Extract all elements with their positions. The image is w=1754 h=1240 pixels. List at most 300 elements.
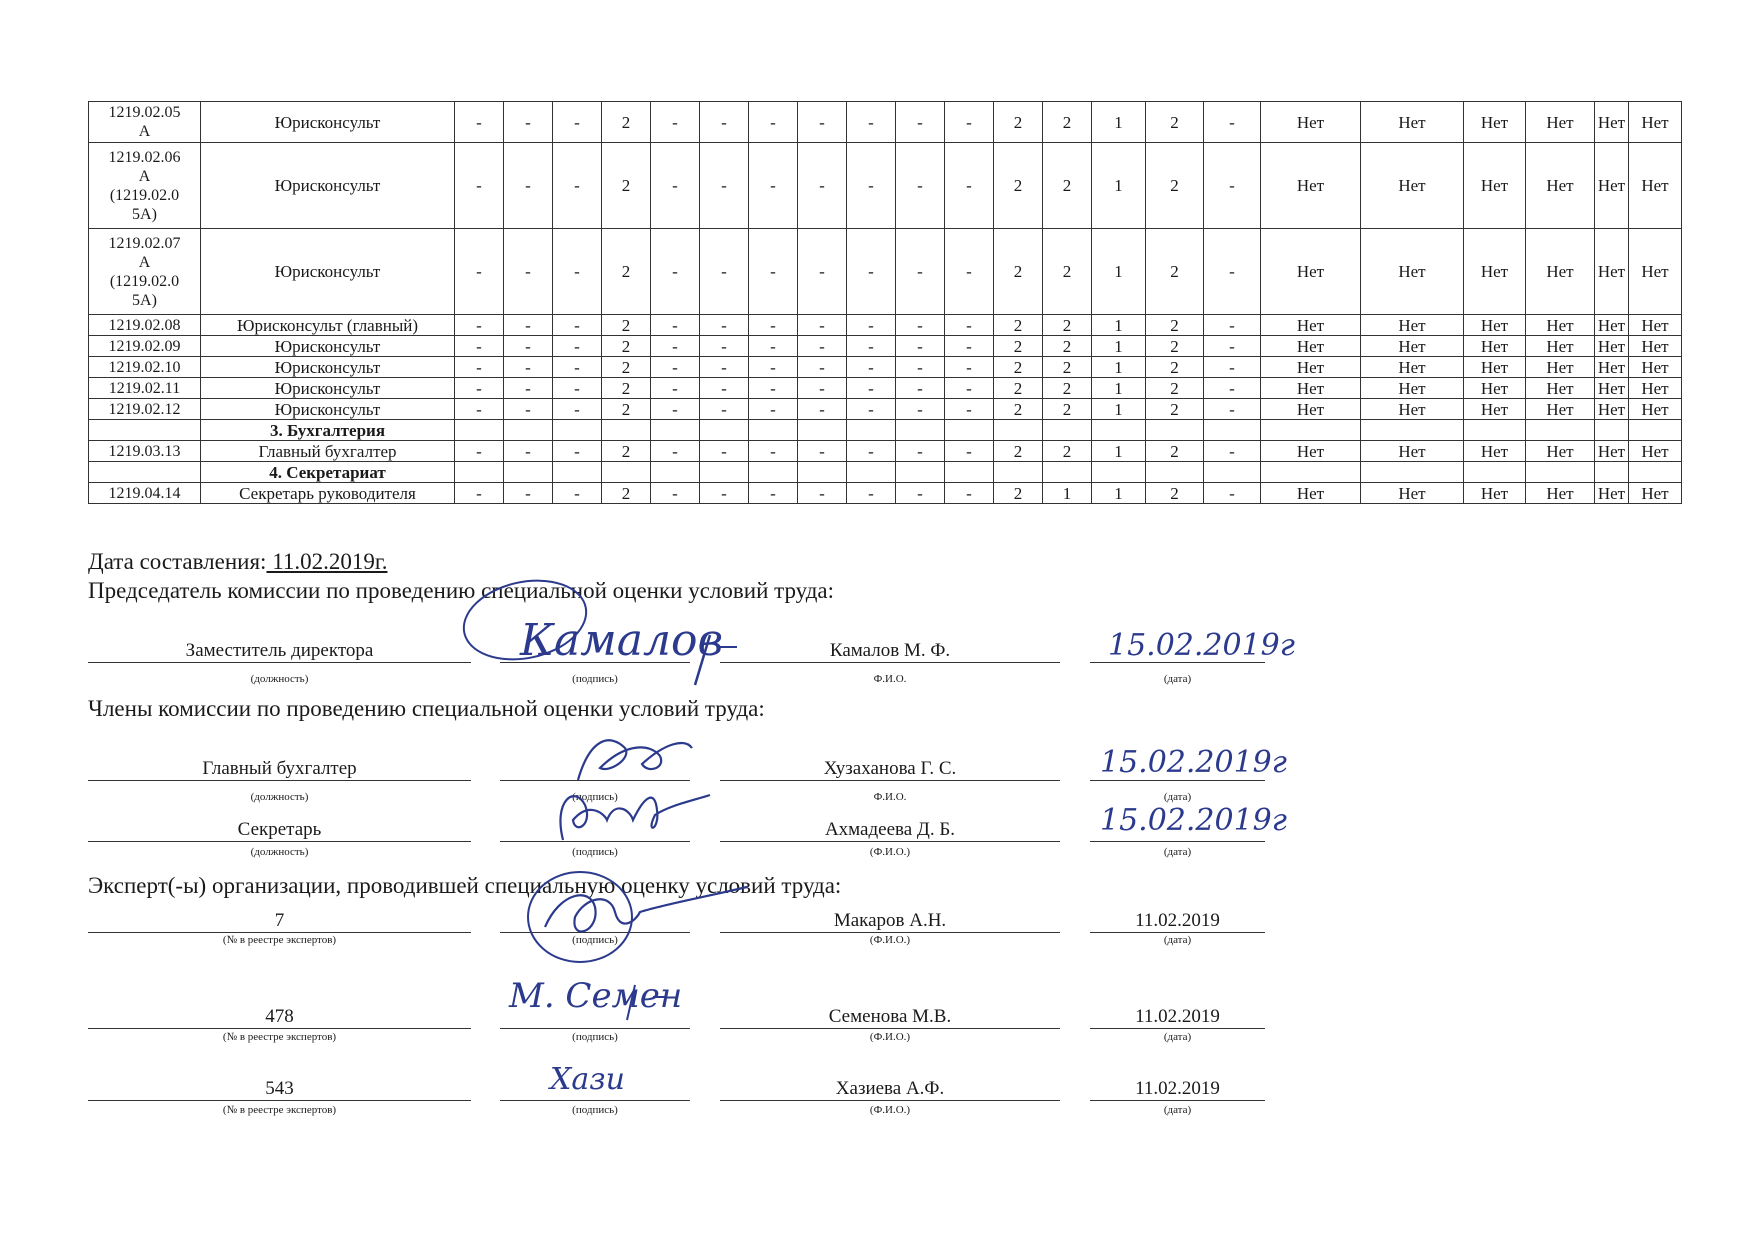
table-cell: - — [553, 143, 602, 229]
empty-cell — [1261, 462, 1361, 483]
table-cell: - — [700, 441, 749, 462]
table-cell: - — [504, 483, 553, 504]
working-conditions-table — [88, 101, 1682, 504]
section-row — [89, 420, 1682, 441]
table-cell: - — [896, 143, 945, 229]
table-cell: 2 — [1146, 483, 1204, 504]
table-cell: 2 — [602, 143, 651, 229]
table-cell: Нет — [1595, 378, 1629, 399]
table-cell: - — [553, 378, 602, 399]
caption-signature: (подпись) — [572, 791, 618, 803]
position-name: Секретарь руководителя — [201, 483, 455, 504]
table-cell: - — [504, 143, 553, 229]
table-cell: - — [700, 357, 749, 378]
table-cell: 2 — [994, 336, 1043, 357]
table-cell: - — [651, 441, 700, 462]
empty-cell — [994, 462, 1043, 483]
table-cell: - — [504, 441, 553, 462]
table-cell: - — [1204, 357, 1261, 378]
empty-cell — [945, 462, 994, 483]
empty-cell — [896, 420, 945, 441]
table-cell: 2 — [1146, 336, 1204, 357]
table-cell: Нет — [1261, 315, 1361, 336]
table-cell: - — [455, 441, 504, 462]
expert-2-signature-text: М. Семен — [509, 976, 683, 1016]
table-cell: 2 — [602, 441, 651, 462]
table-cell: - — [896, 483, 945, 504]
table-cell: - — [504, 102, 553, 143]
table-cell: - — [553, 483, 602, 504]
table-cell: - — [847, 229, 896, 315]
empty-cell — [1629, 420, 1682, 441]
table-cell: - — [455, 357, 504, 378]
table-cell: - — [553, 399, 602, 420]
table-cell: - — [504, 229, 553, 315]
table-cell: - — [798, 143, 847, 229]
experts-heading: Эксперт(-ы) организации, проводившей специальную оценку условий труда: — [88, 873, 842, 898]
table-cell: - — [504, 315, 553, 336]
caption-fio: (Ф.И.О.) — [869, 934, 911, 946]
empty-cell — [700, 420, 749, 441]
table-cell: Нет — [1261, 102, 1361, 143]
caption-reg: (№ в реестре экспертов) — [222, 1104, 337, 1116]
expert-3-name: Хазиева А.Ф. — [720, 1078, 1060, 1101]
table-cell: - — [896, 441, 945, 462]
table-cell: Нет — [1526, 357, 1595, 378]
table-cell: - — [553, 357, 602, 378]
table-cell: 2 — [994, 102, 1043, 143]
table-cell: 2 — [1146, 143, 1204, 229]
table-cell: - — [1204, 143, 1261, 229]
empty-cell — [1595, 462, 1629, 483]
table-cell: - — [700, 315, 749, 336]
table-cell: - — [847, 483, 896, 504]
caption-date: (дата) — [1163, 846, 1192, 858]
table-cell: Нет — [1629, 336, 1682, 357]
table-cell: 2 — [1043, 441, 1092, 462]
expert-1-reg-number: 7 — [88, 910, 471, 933]
position-name: Главный бухгалтер — [201, 441, 455, 462]
table-cell: 2 — [1043, 143, 1092, 229]
workplace-code: 1219.03.13 — [89, 441, 201, 462]
empty-cell — [1261, 420, 1361, 441]
chairman-heading: Председатель комиссии по проведению специальной оценки условий труда: — [88, 578, 835, 603]
table-cell: Нет — [1526, 441, 1595, 462]
table-cell: 2 — [602, 102, 651, 143]
position-name: Юрисконсульт — [201, 378, 455, 399]
expert-3-reg-number: 543 — [88, 1078, 471, 1101]
table-cell: 2 — [994, 143, 1043, 229]
members-heading: Члены комиссии по проведению специальной оценки условий труда: — [88, 696, 765, 721]
section-title: 4. Секретариат — [201, 462, 455, 483]
table-cell: - — [1204, 378, 1261, 399]
table-cell: Нет — [1595, 399, 1629, 420]
empty-cell — [847, 462, 896, 483]
empty-cell — [504, 420, 553, 441]
table-cell: - — [798, 399, 847, 420]
table-cell: - — [504, 378, 553, 399]
table-cell: Нет — [1629, 357, 1682, 378]
table-cell: - — [945, 102, 994, 143]
table-cell: 2 — [602, 315, 651, 336]
position-name: Юрисконсульт — [201, 102, 455, 143]
table-cell: Нет — [1464, 378, 1526, 399]
table-cell: Нет — [1595, 102, 1629, 143]
table-cell: - — [455, 399, 504, 420]
chairman-signature-text: Камалов — [520, 615, 724, 666]
empty-cell — [553, 462, 602, 483]
table-row — [89, 229, 1682, 315]
table-cell: - — [847, 357, 896, 378]
table-cell: - — [700, 483, 749, 504]
table-cell: - — [504, 336, 553, 357]
table-cell: - — [700, 336, 749, 357]
caption-date: (дата) — [1163, 1031, 1192, 1043]
caption-position: (должность) — [250, 673, 309, 685]
table-cell: - — [945, 399, 994, 420]
table-cell: - — [651, 143, 700, 229]
table-cell: - — [553, 336, 602, 357]
position-name: Юрисконсульт — [201, 336, 455, 357]
table-cell: - — [553, 315, 602, 336]
table-cell: Нет — [1629, 143, 1682, 229]
table-cell: 1 — [1092, 483, 1146, 504]
table-cell: - — [798, 378, 847, 399]
table-cell: 1 — [1092, 315, 1146, 336]
position-name: Юрисконсульт (главный) — [201, 315, 455, 336]
empty-cell — [1526, 462, 1595, 483]
empty-cell — [1146, 420, 1204, 441]
expert-3-signature — [548, 1055, 648, 1103]
table-cell: Нет — [1261, 483, 1361, 504]
table-cell: 2 — [602, 336, 651, 357]
table-cell: - — [700, 229, 749, 315]
caption-date: (дата) — [1163, 673, 1192, 685]
table-cell: Нет — [1261, 399, 1361, 420]
table-cell: Нет — [1629, 102, 1682, 143]
table-cell: - — [1204, 315, 1261, 336]
table-cell: 1 — [1092, 336, 1146, 357]
table-cell: Нет — [1526, 336, 1595, 357]
table-cell: - — [651, 378, 700, 399]
table-cell: - — [455, 315, 504, 336]
table-cell: Нет — [1361, 378, 1464, 399]
table-cell: - — [896, 399, 945, 420]
table-cell: - — [651, 229, 700, 315]
table-cell: Нет — [1629, 378, 1682, 399]
table-cell: - — [749, 229, 798, 315]
table-cell: 1 — [1092, 441, 1146, 462]
empty-cell — [1361, 462, 1464, 483]
table-cell: 2 — [1146, 102, 1204, 143]
workplace-code: 1219.02.11 — [89, 378, 201, 399]
empty-cell — [798, 462, 847, 483]
position-name: Юрисконсульт — [201, 399, 455, 420]
table-cell: Нет — [1629, 483, 1682, 504]
caption-fio: Ф.И.О. — [873, 673, 907, 685]
table-cell: 2 — [1146, 378, 1204, 399]
table-cell: - — [798, 229, 847, 315]
table-cell: - — [504, 399, 553, 420]
empty-cell — [1043, 462, 1092, 483]
table-cell: - — [455, 143, 504, 229]
table-cell: - — [700, 143, 749, 229]
table-cell: 2 — [1146, 229, 1204, 315]
empty-cell — [651, 420, 700, 441]
table-cell: Нет — [1526, 143, 1595, 229]
workplace-code: 1219.02.10 — [89, 357, 201, 378]
table-cell: - — [798, 441, 847, 462]
table-cell: Нет — [1261, 336, 1361, 357]
caption-date: (дата) — [1163, 1104, 1192, 1116]
caption-date: (дата) — [1163, 934, 1192, 946]
expert-2-name: Семенова М.В. — [720, 1006, 1060, 1029]
caption-signature: (подпись) — [572, 673, 618, 685]
workplace-code: 1219.02.09 — [89, 336, 201, 357]
table-cell: - — [455, 336, 504, 357]
table-cell: Нет — [1595, 143, 1629, 229]
table-cell: 2 — [994, 357, 1043, 378]
expert-1-date: 11.02.2019 — [1090, 910, 1265, 933]
table-row — [89, 378, 1682, 399]
chairman-position: Заместитель директора — [88, 640, 471, 663]
table-cell: - — [945, 315, 994, 336]
position-name: Юрисконсульт — [201, 229, 455, 315]
table-cell: - — [798, 483, 847, 504]
table-cell: - — [847, 378, 896, 399]
table-cell: 2 — [1043, 399, 1092, 420]
table-cell: Нет — [1361, 143, 1464, 229]
table-cell: Нет — [1526, 378, 1595, 399]
table-cell: 2 — [994, 378, 1043, 399]
table-cell: - — [1204, 399, 1261, 420]
table-cell: - — [455, 378, 504, 399]
table-cell: Нет — [1361, 441, 1464, 462]
table-cell: - — [847, 441, 896, 462]
table-cell: 2 — [1043, 102, 1092, 143]
table-cell: 2 — [1043, 315, 1092, 336]
table-cell: - — [651, 102, 700, 143]
empty-cell — [1092, 462, 1146, 483]
table-cell: - — [651, 336, 700, 357]
table-cell: - — [749, 378, 798, 399]
table-cell: 2 — [1043, 229, 1092, 315]
member-1-name: Хузаханова Г. С. — [720, 758, 1060, 781]
expert-3-date: 11.02.2019 — [1090, 1078, 1265, 1101]
table-cell: - — [847, 143, 896, 229]
table-cell: - — [945, 229, 994, 315]
table-cell: - — [945, 483, 994, 504]
caption-date: (дата) — [1163, 791, 1192, 803]
empty-cell — [1464, 420, 1526, 441]
caption-fio: Ф.И.О. — [873, 791, 907, 803]
table-cell: Нет — [1595, 441, 1629, 462]
member-1-position: Главный бухгалтер — [88, 758, 471, 781]
workplace-code: 1219.02.12 — [89, 399, 201, 420]
caption-position: (должность) — [250, 791, 309, 803]
empty-cell — [896, 462, 945, 483]
table-cell: 1 — [1092, 378, 1146, 399]
table-cell: - — [700, 102, 749, 143]
table-cell: 1 — [1043, 483, 1092, 504]
table-cell: - — [553, 102, 602, 143]
table-cell: - — [455, 483, 504, 504]
empty-cell — [1204, 462, 1261, 483]
table-cell: - — [1204, 102, 1261, 143]
expert-1-signature — [515, 862, 755, 972]
table-cell: 2 — [994, 315, 1043, 336]
caption-fio: (Ф.И.О.) — [869, 846, 911, 858]
table-cell: Нет — [1464, 483, 1526, 504]
table-cell: Нет — [1595, 229, 1629, 315]
empty-cell — [994, 420, 1043, 441]
table-cell: - — [1204, 483, 1261, 504]
empty-cell — [602, 420, 651, 441]
table-cell: - — [896, 229, 945, 315]
compilation-date: Дата составления: 11.02.2019г. — [88, 549, 388, 574]
member-2-name: Ахмадеева Д. Б. — [720, 819, 1060, 842]
table-row — [89, 357, 1682, 378]
expert-2-date: 11.02.2019 — [1090, 1006, 1265, 1029]
table-cell: Нет — [1629, 399, 1682, 420]
empty-cell — [798, 420, 847, 441]
table-cell: - — [504, 357, 553, 378]
table-cell: 2 — [602, 357, 651, 378]
table-cell: Нет — [1261, 441, 1361, 462]
table-cell: - — [798, 315, 847, 336]
table-cell: - — [847, 336, 896, 357]
table-cell: Нет — [1526, 315, 1595, 336]
table-cell: - — [847, 102, 896, 143]
table-cell: Нет — [1464, 336, 1526, 357]
table-cell: - — [700, 378, 749, 399]
table-cell: - — [749, 357, 798, 378]
member-2-position: Секретарь — [88, 819, 471, 842]
table-cell: - — [945, 378, 994, 399]
table-cell: 1 — [1092, 357, 1146, 378]
table-cell: Нет — [1595, 315, 1629, 336]
table-cell: Нет — [1361, 357, 1464, 378]
table-cell: - — [945, 143, 994, 229]
empty-cell — [1092, 420, 1146, 441]
empty-cell — [749, 420, 798, 441]
table-cell: 2 — [994, 229, 1043, 315]
table-cell: - — [749, 399, 798, 420]
table-cell: 1 — [1092, 399, 1146, 420]
table-cell: 2 — [602, 483, 651, 504]
empty-cell — [1043, 420, 1092, 441]
table-cell: - — [651, 399, 700, 420]
caption-reg: (№ в реестре экспертов) — [222, 934, 337, 946]
table-cell: 2 — [994, 483, 1043, 504]
table-cell: Нет — [1261, 378, 1361, 399]
empty-cell — [1361, 420, 1464, 441]
table-cell: - — [896, 357, 945, 378]
member-2-handwritten-date: 15.02.2019г — [1100, 803, 1287, 838]
table-cell: Нет — [1526, 483, 1595, 504]
table-row — [89, 441, 1682, 462]
caption-fio: (Ф.И.О.) — [869, 1104, 911, 1116]
chairman-name: Камалов М. Ф. — [720, 640, 1060, 663]
caption-signature: (подпись) — [572, 1104, 618, 1116]
workplace-code: 1219.02.06 А (1219.02.0 5А) — [89, 143, 201, 229]
table-cell: Нет — [1464, 229, 1526, 315]
table-cell: Нет — [1361, 399, 1464, 420]
expert-1-name: Макаров А.Н. — [720, 910, 1060, 933]
table-cell: - — [798, 102, 847, 143]
table-cell: Нет — [1361, 483, 1464, 504]
section-row — [89, 462, 1682, 483]
expert-2-signature — [505, 965, 685, 1025]
empty-cell — [847, 420, 896, 441]
table-cell: Нет — [1361, 315, 1464, 336]
table-cell: - — [896, 315, 945, 336]
table-cell: Нет — [1464, 315, 1526, 336]
table-cell: Нет — [1261, 143, 1361, 229]
table-row — [89, 483, 1682, 504]
table-cell: 2 — [602, 399, 651, 420]
table-cell: - — [798, 336, 847, 357]
table-cell: 2 — [602, 229, 651, 315]
table-cell: Нет — [1526, 399, 1595, 420]
table-cell: 2 — [1043, 357, 1092, 378]
table-cell: 2 — [1146, 441, 1204, 462]
table-cell: - — [455, 102, 504, 143]
table-cell: - — [1204, 336, 1261, 357]
table-cell: 1 — [1092, 229, 1146, 315]
table-cell: Нет — [1261, 229, 1361, 315]
table-cell: Нет — [1464, 399, 1526, 420]
caption-signature: (подпись) — [572, 846, 618, 858]
empty-cell — [1526, 420, 1595, 441]
workplace-code: 1219.02.05 А — [89, 102, 201, 143]
table-cell: Нет — [1629, 229, 1682, 315]
table-cell: 2 — [1146, 357, 1204, 378]
table-cell: - — [651, 357, 700, 378]
empty-cell — [602, 462, 651, 483]
expert-2-reg-number: 478 — [88, 1006, 471, 1029]
empty-cell — [651, 462, 700, 483]
member-2-signature — [545, 780, 715, 850]
table-cell: - — [651, 483, 700, 504]
empty-cell — [749, 462, 798, 483]
caption-fio: (Ф.И.О.) — [869, 1031, 911, 1043]
table-cell: - — [749, 143, 798, 229]
table-row — [89, 399, 1682, 420]
empty-cell — [89, 462, 201, 483]
table-cell: - — [455, 229, 504, 315]
table-cell: 2 — [1043, 378, 1092, 399]
table-cell: Нет — [1464, 441, 1526, 462]
table-cell: Нет — [1595, 357, 1629, 378]
table-cell: - — [553, 441, 602, 462]
empty-cell — [1464, 462, 1526, 483]
table-cell: - — [896, 102, 945, 143]
caption-signature: (подпись) — [572, 1031, 618, 1043]
table-cell: - — [798, 357, 847, 378]
table-cell: - — [847, 315, 896, 336]
table-cell: - — [749, 315, 798, 336]
table-cell: 2 — [1146, 315, 1204, 336]
position-name: Юрисконсульт — [201, 143, 455, 229]
table-row — [89, 143, 1682, 229]
table-cell: - — [1204, 229, 1261, 315]
table-cell: - — [749, 102, 798, 143]
empty-cell — [89, 420, 201, 441]
table-cell: Нет — [1464, 143, 1526, 229]
table-cell: - — [945, 441, 994, 462]
table-cell: 2 — [602, 378, 651, 399]
